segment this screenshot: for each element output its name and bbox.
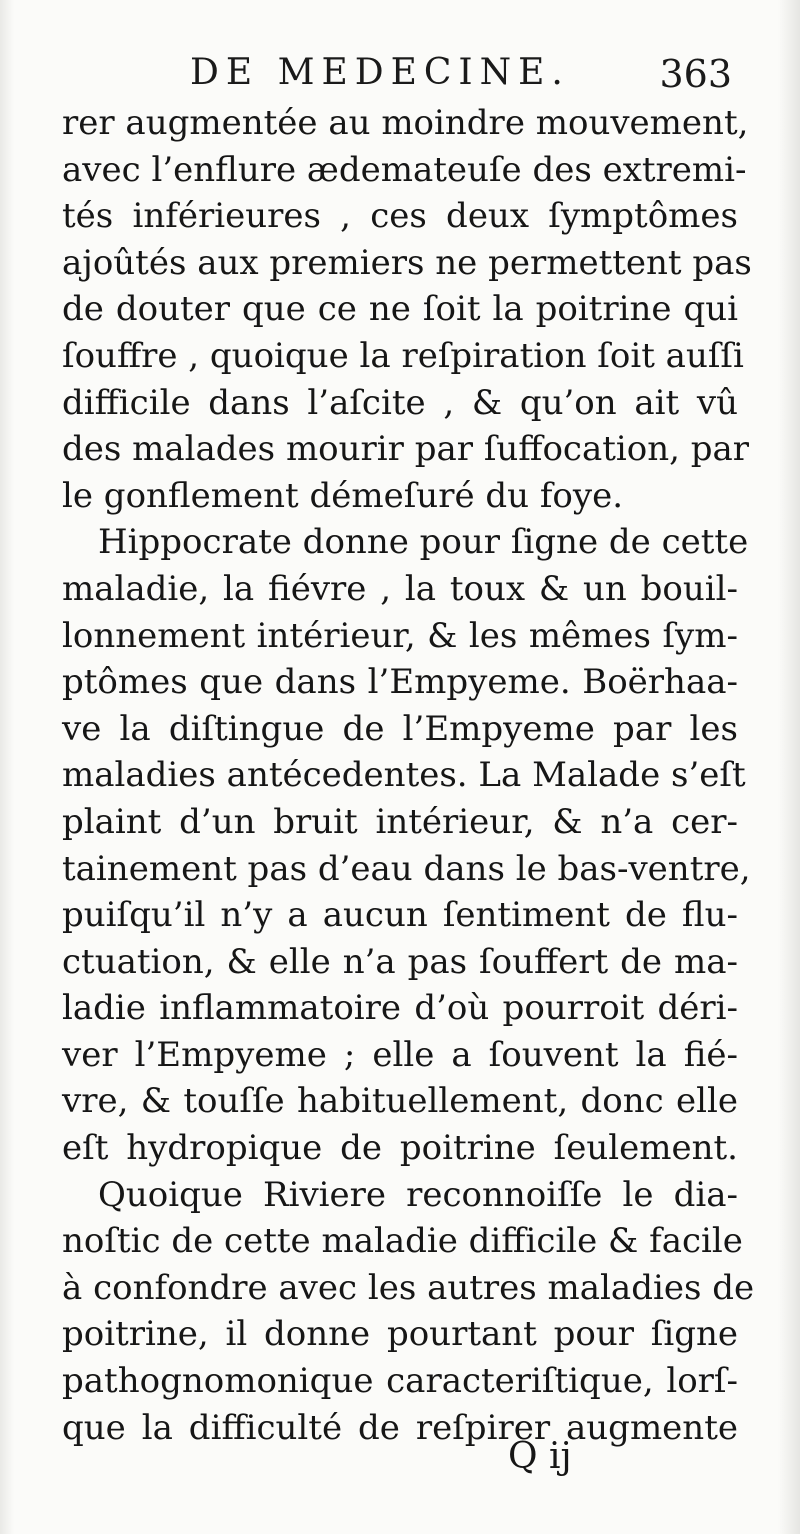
text-line: ve la diſtingue de l’Empyeme par les: [62, 708, 738, 749]
body-text: [62, 100, 755, 1451]
text-line: ver l’Empyeme ; elle a ſouvent la fié-: [62, 1034, 738, 1075]
page-number: 363: [659, 52, 732, 96]
text-line: lonnement intérieur, & les mêmes ſym-: [62, 615, 738, 656]
text-line: ſouffre , quoique la reſpiration ſoit auſſi: [62, 335, 744, 376]
text-line: maladie, la fiévre , la toux & un bouil-: [62, 568, 738, 609]
text-line: difficile dans l’aſcite , & qu’on ait vû: [62, 382, 738, 423]
running-title: DE MEDECINE.: [190, 52, 570, 93]
text-line: eſt hydropique de poitrine ſeulement.: [62, 1128, 738, 1169]
text-line: avec l’enflure ædemateuſe des extremi-: [62, 149, 747, 190]
text-line: ptômes que dans l’Empyeme. Boërhaa-: [62, 662, 738, 703]
text-line: vre, & touſſe habituellement, donc elle: [62, 1081, 738, 1122]
text-line: que la difficulté de reſpirer augmente: [62, 1407, 738, 1448]
text-line: tainement pas d’eau dans le bas-ventre,: [62, 848, 751, 889]
page-gutter-shadow: [0, 0, 14, 1534]
text-line: puiſqu’il n’y a aucun ſentiment de flu-: [62, 895, 738, 936]
text-line: ctuation, & elle n’a pas ſouffert de ma-: [62, 941, 738, 982]
text-line: ladie inflammatoire d’où pourroit déri-: [62, 988, 738, 1029]
text-line: noſtic de cette maladie difficile & facile: [62, 1221, 743, 1262]
text-line: rer augmentée au moindre mouvement,: [62, 103, 749, 143]
text-line: maladies antécedentes. La Malade s’eſt: [62, 755, 746, 796]
signature-mark: Q ij: [508, 1436, 572, 1477]
text-line: plaint d’un bruit intérieur, & n’a cer-: [62, 801, 738, 842]
text-line: de douter que ce ne ſoit la poitrine qui: [62, 289, 738, 330]
text-line: poitrine, il donne pourtant pour ſigne: [62, 1314, 738, 1355]
text-line: Quoique Riviere reconnoiſſe le dia-: [98, 1174, 738, 1215]
text-line: Hippocrate donne pour ſigne de cette: [98, 522, 749, 563]
text-line: le gonflement démeſuré du foye.: [62, 475, 624, 516]
text-line: des malades mourir par ſuffocation, par: [62, 429, 750, 470]
text-line: tés inférieures , ces deux ſymptômes: [62, 196, 738, 237]
page-header: [190, 52, 750, 102]
page-edge-shadow: [778, 0, 800, 1534]
text-line: à confondre avec les autres maladies de: [62, 1267, 755, 1308]
text-line: pathognomonique caracteriſtique, lorſ-: [62, 1361, 738, 1402]
text-line: ajoûtés aux premiers ne permettent pas: [62, 242, 752, 283]
